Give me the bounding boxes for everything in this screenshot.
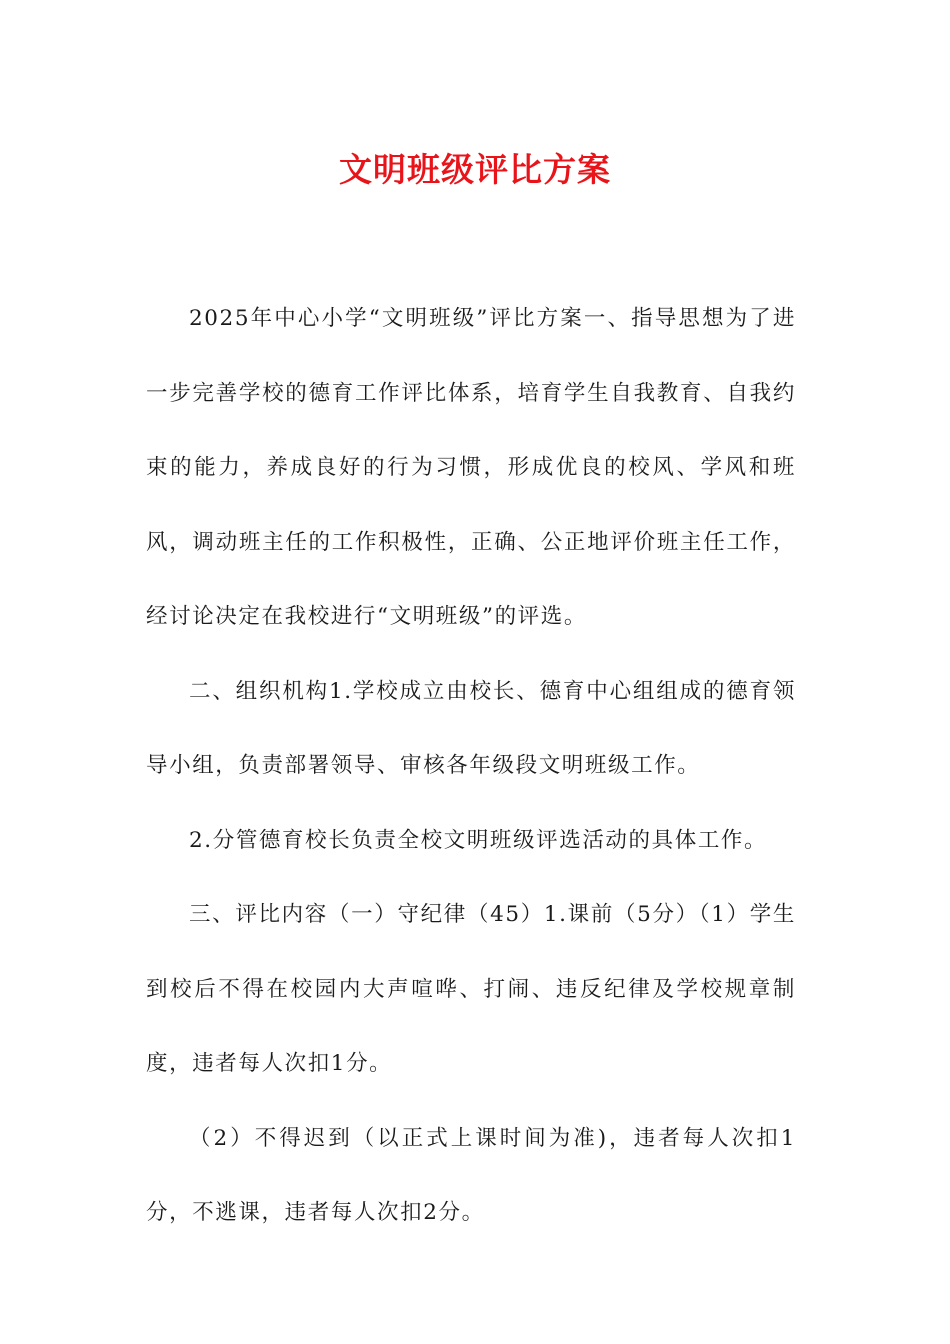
paragraph-moral-education-duty: 2.分管德育校长负责全校文明班级评选活动的具体工作。 xyxy=(189,827,768,853)
document-title: 文明班级评比方案 xyxy=(339,150,611,189)
paragraph-guiding-ideology: 2025年中心小学“文明班级”评比方案一、指导思想为了进一步完善学校的德育工作评比体系，培育学生自我教育、自我约束的能力，养成良好的行为习惯，形成优良的校风、学风和班风，调动班主任的工作积极性，正确、公正地评价班主任工作，经讨论决定在我校进行“文明班级”的评选。 xyxy=(146,306,796,629)
paragraph-no-lateness: （2）不得迟到（以正式上课时间为准)，违者每人次扣1分，不逃课，违者每人次扣2分。 xyxy=(146,1125,796,1225)
paragraph-organization: 二、组织机构1.学校成立由校长、德育中心组组成的德育领导小组，负责部署领导、审核各年级段文明班级工作。 xyxy=(146,678,796,778)
paragraph-evaluation-content: 三、评比内容（一）守纪律（45）1.课前（5分）（1）学生到校后不得在校园内大声喧哗、打闹、违反纪律及学校规章制度，违者每人次扣1分。 xyxy=(146,902,796,1076)
document-body xyxy=(146,282,796,1251)
